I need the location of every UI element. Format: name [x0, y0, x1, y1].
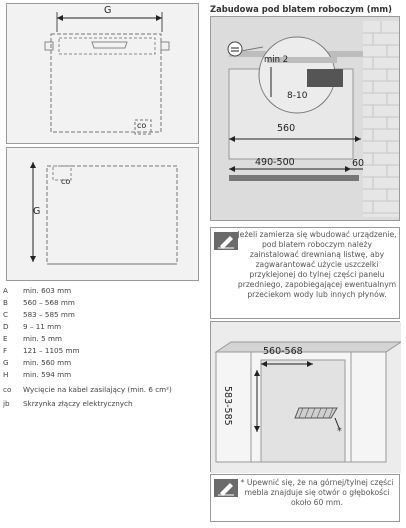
d60-label: 60	[352, 158, 365, 169]
spec-row-e: E min. 5 mm	[3, 334, 62, 343]
note-2-box	[210, 474, 400, 522]
spec-row-a: A min. 603 mm	[3, 286, 72, 295]
undercounter-install-diagram	[211, 17, 401, 222]
cabinet-opening-diagram	[211, 322, 401, 473]
spec-row-f: F 121 – 1105 mm	[3, 346, 80, 355]
d560-568-label: 560-568	[263, 346, 303, 357]
spec-row-g: G min. 560 mm	[3, 358, 72, 367]
left-mid-diagram	[6, 147, 199, 281]
spec-row-jb: jb Skrzynka złączy elektrycznych	[3, 399, 133, 408]
spec-row-d: D 9 – 11 mm	[3, 322, 62, 331]
right-mid-diagram	[210, 321, 400, 472]
right-title: Zabudowa pod blatem roboczym (mm)	[210, 4, 392, 14]
star-marker: *	[337, 426, 342, 437]
spec-row-h: H min. 594 mm	[3, 370, 72, 379]
note-1-box	[210, 227, 400, 319]
spec-row-b: B 560 – 568 mm	[3, 298, 75, 307]
co-label-mid: co	[61, 177, 71, 186]
d583-585-label: 583-585	[222, 386, 233, 426]
d8-10-label: 8-10	[287, 91, 308, 101]
d560-label: 560	[277, 123, 296, 134]
pencil-note-icon-2	[214, 479, 238, 497]
oven-top-view	[7, 4, 200, 145]
note-2-text: * Upewnić się, że na górnej/tylnej części mebla znajduje się otwór o głębokości około 60 mm.	[240, 478, 394, 507]
left-top-diagram	[6, 3, 199, 144]
d490-500-label: 490-500	[255, 157, 295, 168]
spec-row-co: co Wycięcie na kabel zasilający (min. 6 cm²)	[3, 385, 172, 394]
g-label-mid: G	[33, 206, 41, 217]
co-label-top: co	[137, 121, 147, 130]
note-1-text: Jeżeli zamierza się wbudować urządzenie, pod blatem roboczym należy zainstalować drewnianą listwę, aby zagwarantować użycie uszczelki przyklejonej do tylnej części panelu przedniego, zapobiegającej ewentualnym przeciekom wody lub innych płynów.	[237, 230, 397, 299]
spec-row-c: C 583 – 585 mm	[3, 310, 75, 319]
right-top-diagram	[210, 16, 400, 221]
g-label-top: G	[104, 5, 112, 16]
min2-label: min 2	[264, 55, 289, 65]
pencil-note-icon	[214, 232, 238, 250]
